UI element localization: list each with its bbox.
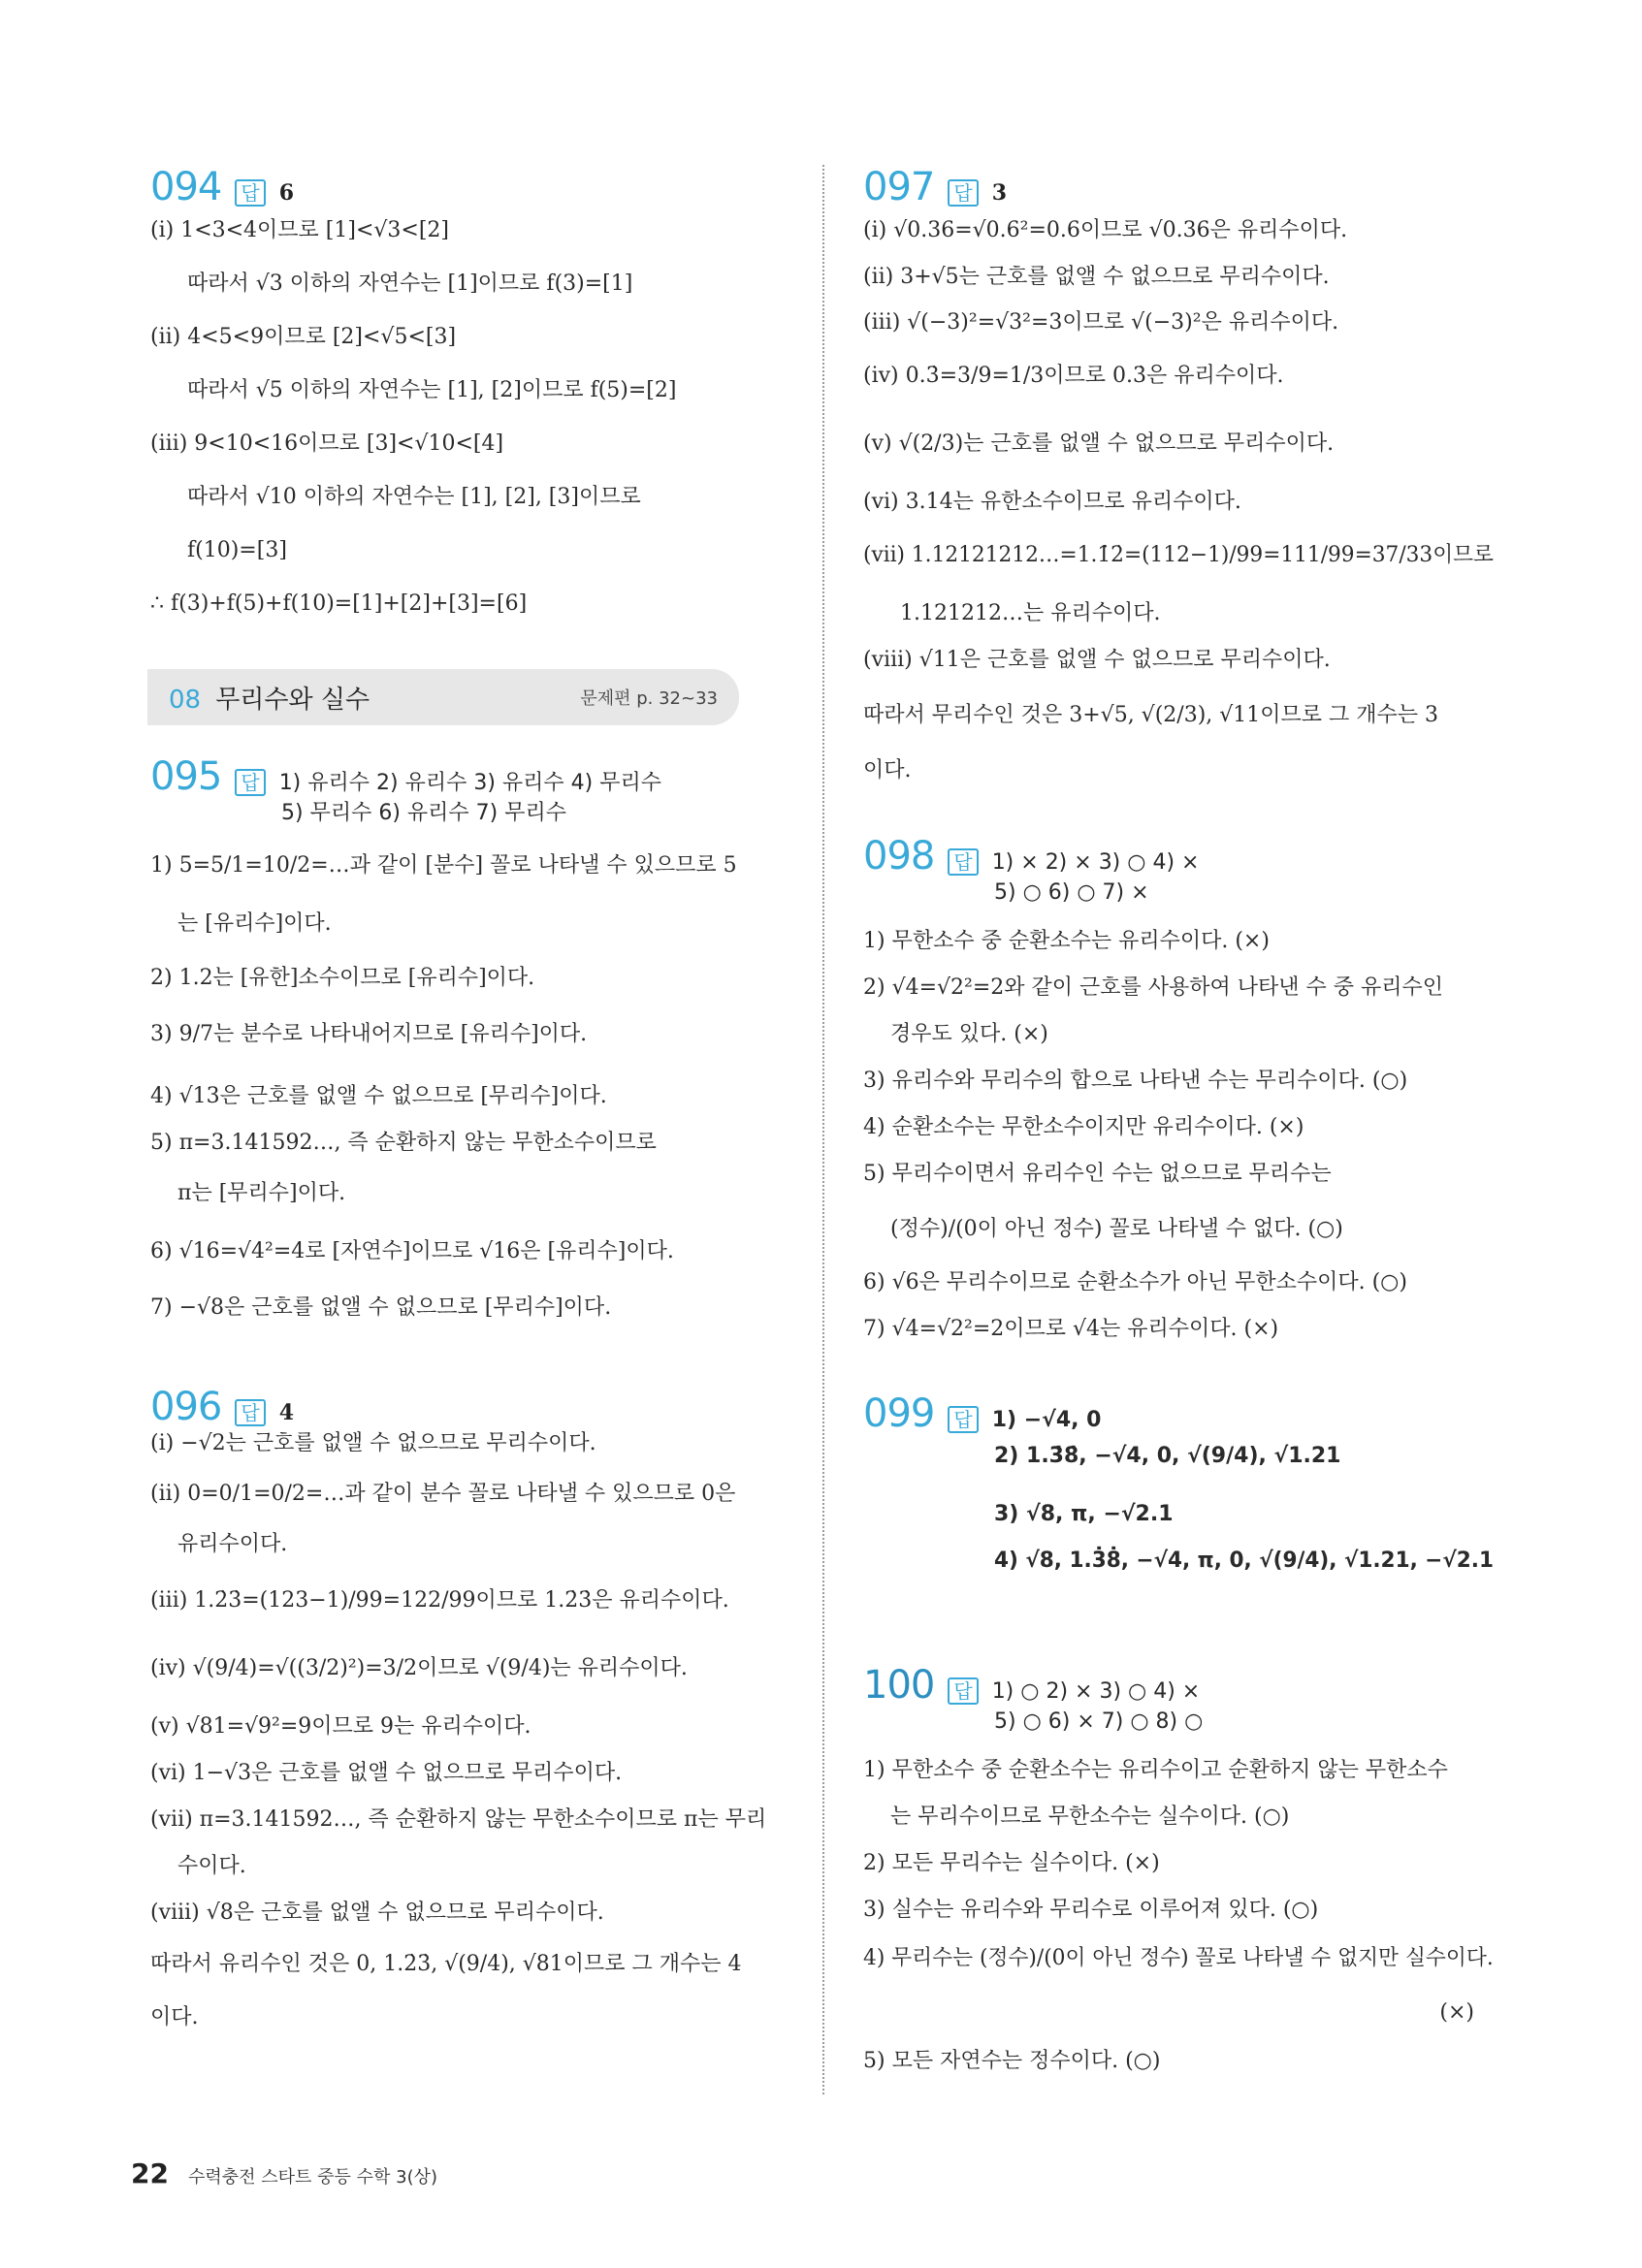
problem-098 xyxy=(863,834,1494,1377)
solution-line: (×) xyxy=(1439,2000,1474,2025)
solution-line: (ⅱ) 3+√5는 근호를 없앨 수 없으므로 무리수이다. xyxy=(863,265,1330,289)
solution-line: 3) 유리수와 무리수의 합으로 나타낸 수는 무리수이다. (○) xyxy=(863,1069,1408,1093)
solution-line: 6) √6은 무리수이므로 순환소수가 아닌 무한소수이다. (○) xyxy=(863,1270,1407,1294)
solution-line: 따라서 무리수인 것은 3+√5, √(2/3), √11이므로 그 개수는 3 xyxy=(863,703,1439,727)
page-number: 22 xyxy=(131,2157,169,2189)
solution-line: (ⅰ) 1<3<4이므로 [1]<√3<[2] xyxy=(150,218,450,242)
answer-value: 4 xyxy=(278,1400,294,1425)
solution-line: 수이다. xyxy=(177,1854,246,1878)
book-title: 수력충전 스타트 중등 수학 3(상) xyxy=(187,2167,438,2188)
answer-value: 5) ○ 6) × 7) ○ 8) ○ xyxy=(994,1709,1204,1734)
solution-line: 3) 실수는 유리수와 무리수로 이루어져 있다. (○) xyxy=(863,1898,1319,1922)
solution-line: ∴ f(3)+f(5)+f(10)=[1]+[2]+[3]=[6] xyxy=(150,591,528,616)
answer-tag: 답 xyxy=(948,179,978,207)
solution-line: 1) 5=5/1=10/2=…과 같이 [분수] 꼴로 나타낼 수 있으므로 5 xyxy=(150,853,737,878)
solution-line: (ⅶ) 1.12121212…=1.1̇2̇=(112−1)/99=111/99=37/33이므로 xyxy=(863,543,1495,567)
problem-number: 100 xyxy=(863,1663,935,1708)
problem-number: 096 xyxy=(150,1385,222,1429)
answer-value: 3) √8, π, −√2.1 xyxy=(994,1502,1174,1526)
solution-line: 따라서 유리수인 것은 0, 1.2̇3̇, √(9/4), √81이므로 그 개수는 4 xyxy=(150,1952,742,1976)
solution-line: (ⅳ) 0.3̇=3/9=1/3이므로 0.3̇은 유리수이다. xyxy=(863,364,1284,388)
problem-number: 099 xyxy=(863,1391,935,1436)
solution-line: (ⅰ) √0.36=√0.6²=0.6이므로 √0.36은 유리수이다. xyxy=(863,218,1348,242)
solution-line: (ⅰ) −√2는 근호를 없앨 수 없으므로 무리수이다. xyxy=(150,1431,596,1455)
solution-line: 2) √4=√2²=2와 같이 근호를 사용하여 나타낸 수 중 유리수인 xyxy=(863,975,1444,1000)
problem-number: 098 xyxy=(863,834,935,878)
problem-099 xyxy=(863,1391,1494,1663)
problem-100 xyxy=(863,1663,1494,2099)
solution-line: 이다. xyxy=(150,2005,199,2029)
solution-line: 1) 무한소수 중 순환소수는 유리수이다. (×) xyxy=(863,929,1270,953)
solution-line: 6) √16=√4²=4로 [자연수]이므로 √16은 [유리수]이다. xyxy=(150,1239,674,1263)
answer-value: 5) ○ 6) ○ 7) × xyxy=(994,880,1149,905)
solution-line: 7) −√8은 근호를 없앨 수 없으므로 [무리수]이다. xyxy=(150,1295,612,1320)
problem-number: 097 xyxy=(863,165,935,209)
section-header xyxy=(147,669,739,725)
answer-value: 5) 무리수 6) 유리수 7) 무리수 xyxy=(281,801,566,825)
solution-line: 유리수이다. xyxy=(177,1532,288,1556)
answer-tag: 답 xyxy=(948,1677,978,1705)
answer-value: 2) 1.3̇8̇, −√4, 0, √(9/4), √1.21 xyxy=(994,1444,1341,1468)
problem-number: 094 xyxy=(150,165,222,209)
solution-line: 따라서 √5 이하의 자연수는 [1], [2]이므로 f(5)=[2] xyxy=(187,378,677,402)
solution-line: 7) √4=√2²=2이므로 √4는 유리수이다. (×) xyxy=(863,1317,1279,1341)
solution-line: 따라서 √3 이하의 자연수는 [1]이므로 f(3)=[1] xyxy=(187,272,633,296)
section-page-reference: 문제편 p. 32~33 xyxy=(580,688,718,709)
answer-value: 1) ○ 2) × 3) ○ 4) × xyxy=(991,1679,1201,1704)
solution-line: 경우도 있다. (×) xyxy=(890,1022,1048,1046)
solution-line: 4) 순환소수는 무한소수이지만 유리수이다. (×) xyxy=(863,1115,1304,1139)
answer-value: 3 xyxy=(991,180,1007,206)
solution-line: 2) 모든 무리수는 실수이다. (×) xyxy=(863,1851,1160,1875)
problem-number: 095 xyxy=(150,754,222,799)
problem-095 xyxy=(150,754,781,1385)
solution-line: (ⅲ) √(−3)²=√3²=3이므로 √(−3)²은 유리수이다. xyxy=(863,310,1339,335)
solution-line: (ⅳ) √(9/4)=√((3/2)²)=3/2이므로 √(9/4)는 유리수이다. xyxy=(150,1656,688,1680)
solution-line: 5) 모든 자연수는 정수이다. (○) xyxy=(863,2049,1161,2073)
answer-value: 1) 유리수 2) 유리수 3) 유리수 4) 무리수 xyxy=(278,771,661,795)
solution-line: 2) 1.2는 [유한]소수이므로 [유리수]이다. xyxy=(150,966,535,990)
solution-line: 5) π=3.141592…, 즉 순환하지 않는 무한소수이므로 xyxy=(150,1131,657,1155)
solution-line: 1.121212…는 유리수이다. xyxy=(900,601,1161,625)
answer-tag: 답 xyxy=(948,848,978,876)
solution-line: 5) 무리수이면서 유리수인 수는 없으므로 무리수는 xyxy=(863,1162,1332,1186)
solution-line: 3) 9/7는 분수로 나타내어지므로 [유리수]이다. xyxy=(150,1022,588,1046)
solution-line: (ⅷ) √11은 근호를 없앨 수 없으므로 무리수이다. xyxy=(863,648,1331,672)
answer-value: 4) √8, 1.3̇8̇, −√4, π, 0, √(9/4), √1.21, −√2.1 xyxy=(994,1549,1495,1573)
column-divider xyxy=(822,165,824,2094)
solution-line: (ⅶ) π=3.141592…, 즉 순환하지 않는 무한소수이므로 π는 무리 xyxy=(150,1807,767,1832)
answer-tag: 답 xyxy=(235,179,265,207)
answer-value: 1) −√4, 0 xyxy=(991,1408,1102,1432)
section-title: 무리수와 실수 xyxy=(215,685,370,715)
answer-value: 1) × 2) × 3) ○ 4) × xyxy=(991,850,1200,875)
solution-line: π는 [무리수]이다. xyxy=(177,1181,346,1205)
answer-value: 6 xyxy=(278,180,294,206)
solution-line: 따라서 √10 이하의 자연수는 [1], [2], [3]이므로 xyxy=(187,485,641,509)
solution-line: (ⅱ) 0=0/1=0/2=…과 같이 분수 꼴로 나타낼 수 있으므로 0은 xyxy=(150,1482,736,1506)
problem-097 xyxy=(863,165,1494,834)
solution-line: 이다. xyxy=(863,758,912,783)
solution-line: (ⅵ) 3.14는 유한소수이므로 유리수이다. xyxy=(863,490,1241,514)
solution-line: (정수)/(0이 아닌 정수) 꼴로 나타낼 수 없다. (○) xyxy=(890,1217,1343,1241)
right-column xyxy=(863,165,1494,2099)
solution-line: (ⅴ) √(2/3)는 근호를 없앨 수 없으므로 무리수이다. xyxy=(863,431,1335,456)
solution-line: (ⅲ) 9<10<16이므로 [3]<√10<[4] xyxy=(150,431,504,456)
problem-094 xyxy=(150,165,781,669)
solution-line: f(10)=[3] xyxy=(187,538,287,562)
solution-line: 는 [유리수]이다. xyxy=(177,911,332,936)
solution-line: (ⅵ) 1−√3은 근호를 없앨 수 없으므로 무리수이다. xyxy=(150,1761,623,1785)
solution-line: (ⅲ) 1.2̇3̇=(123−1)/99=122/99이므로 1.2̇3̇은 유리수이다. xyxy=(150,1588,729,1613)
page-footer xyxy=(131,2157,437,2189)
section-number: 08 xyxy=(169,685,202,715)
problem-096 xyxy=(150,1385,781,2054)
answer-tag: 답 xyxy=(235,1399,265,1426)
solution-line: 4) √13은 근호를 없앨 수 없으므로 [무리수]이다. xyxy=(150,1084,607,1108)
solution-line: (ⅷ) √8은 근호를 없앨 수 없으므로 무리수이다. xyxy=(150,1901,604,1925)
left-column xyxy=(150,165,781,2054)
solution-line: (ⅴ) √81=√9²=9이므로 9는 유리수이다. xyxy=(150,1714,531,1739)
solution-line: (ⅱ) 4<5<9이므로 [2]<√5<[3] xyxy=(150,325,457,349)
answer-tag: 답 xyxy=(948,1406,978,1433)
solution-line: 는 무리수이므로 무한소수는 실수이다. (○) xyxy=(890,1805,1290,1829)
solution-line: 1) 무한소수 중 순환소수는 유리수이고 순환하지 않는 무한소수 xyxy=(863,1758,1448,1782)
answer-tag: 답 xyxy=(235,769,265,796)
solution-line: 4) 무리수는 (정수)/(0이 아닌 정수) 꼴로 나타낼 수 없지만 실수이다. xyxy=(863,1946,1494,1970)
